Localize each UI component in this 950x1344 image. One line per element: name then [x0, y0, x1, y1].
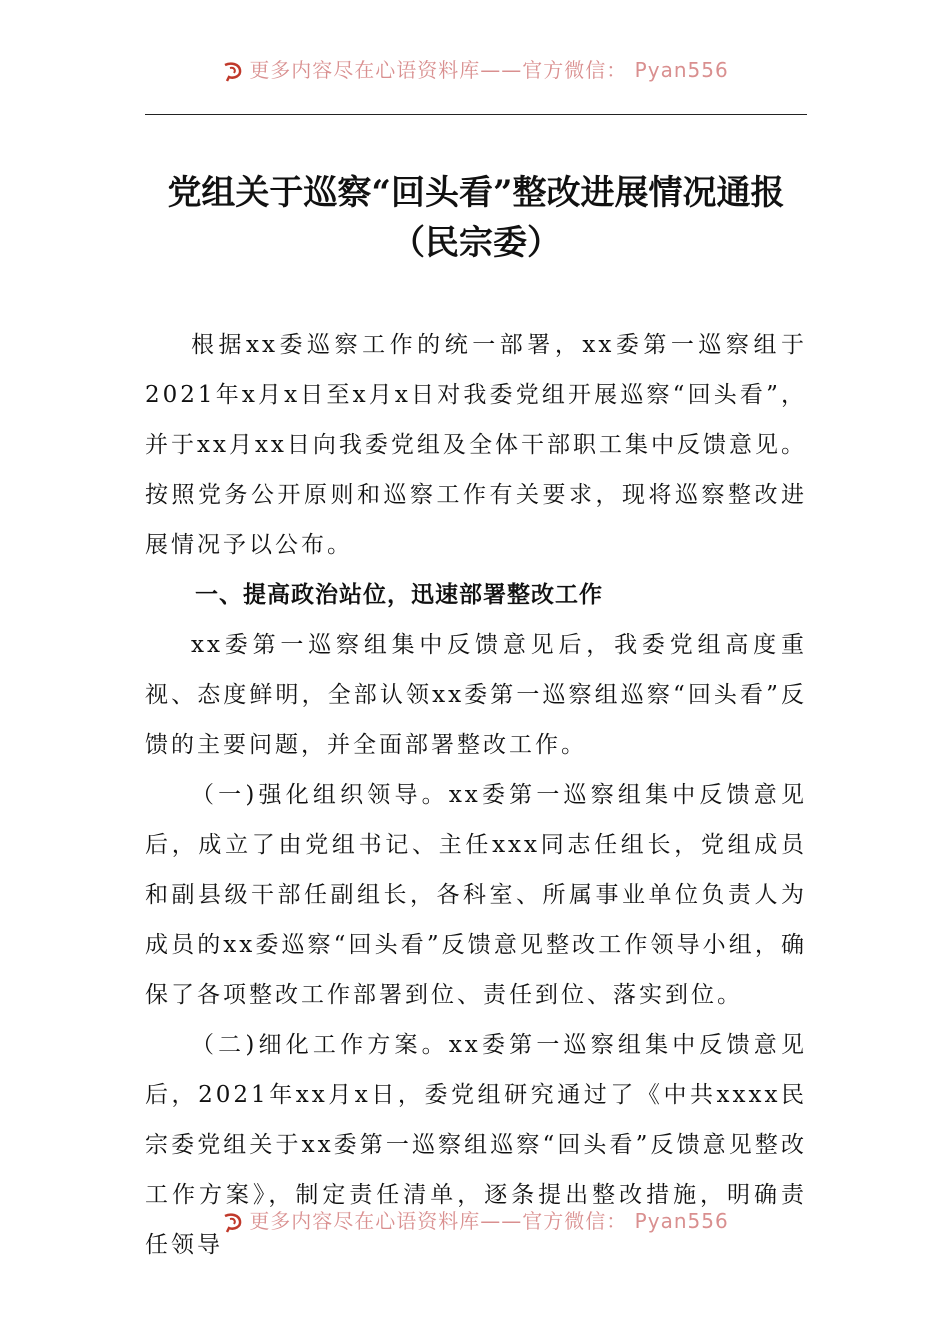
document-title: 党组关于巡察“回头看”整改进展情况通报（民宗委） — [167, 173, 785, 263]
paragraph: 根据xx委巡察工作的统一部署，xx委第一巡察组于2021年x月x日至x月x日对我委党组开展巡察“回头看”，并于xx月xx日向我委党组及全体干部职工集中反馈意见。按照党务公开原则和巡察工作有关要求，现将巡察整改进展情况予以公布。 — [145, 332, 807, 558]
paragraph: （二)细化工作方案。xx委第一巡察组集中反馈意见后，2021年xx月x日，委党组研究通过了《中共xxxx民宗委党组关于xx委第一巡察组巡察“回头看”反馈意见整改工作方案》，制定责任清单，逐条提出整改措施，明确责任领导 — [145, 1032, 807, 1258]
logo-icon — [221, 61, 245, 83]
logo-icon — [221, 1212, 245, 1234]
watermark-bottom — [0, 1208, 950, 1234]
watermark-text: 更多内容尽在心语资料库——官方微信： Pyan556 — [249, 1209, 729, 1233]
document-body — [145, 320, 807, 1270]
watermark-top — [0, 57, 950, 83]
section-heading: 一、提高政治站位，迅速部署整改工作 — [195, 582, 603, 608]
paragraph: （一)强化组织领导。xx委第一巡察组集中反馈意见后，成立了由党组书记、主任xxx同志任组长，党组成员和副县级干部任副组长，各科室、所属事业单位负责人为成员的xx委巡察“回头看”反馈意见整改工作领导小组，确保了各项整改工作部署到位、责任到位、落实到位。 — [145, 782, 807, 1008]
watermark-text: 更多内容尽在心语资料库——官方微信： Pyan556 — [249, 58, 729, 82]
header-rule — [145, 114, 807, 115]
paragraph: xx委第一巡察组集中反馈意见后，我委党组高度重视、态度鲜明，全部认领xx委第一巡察组巡察“回头看”反馈的主要问题，并全面部署整改工作。 — [145, 632, 807, 758]
